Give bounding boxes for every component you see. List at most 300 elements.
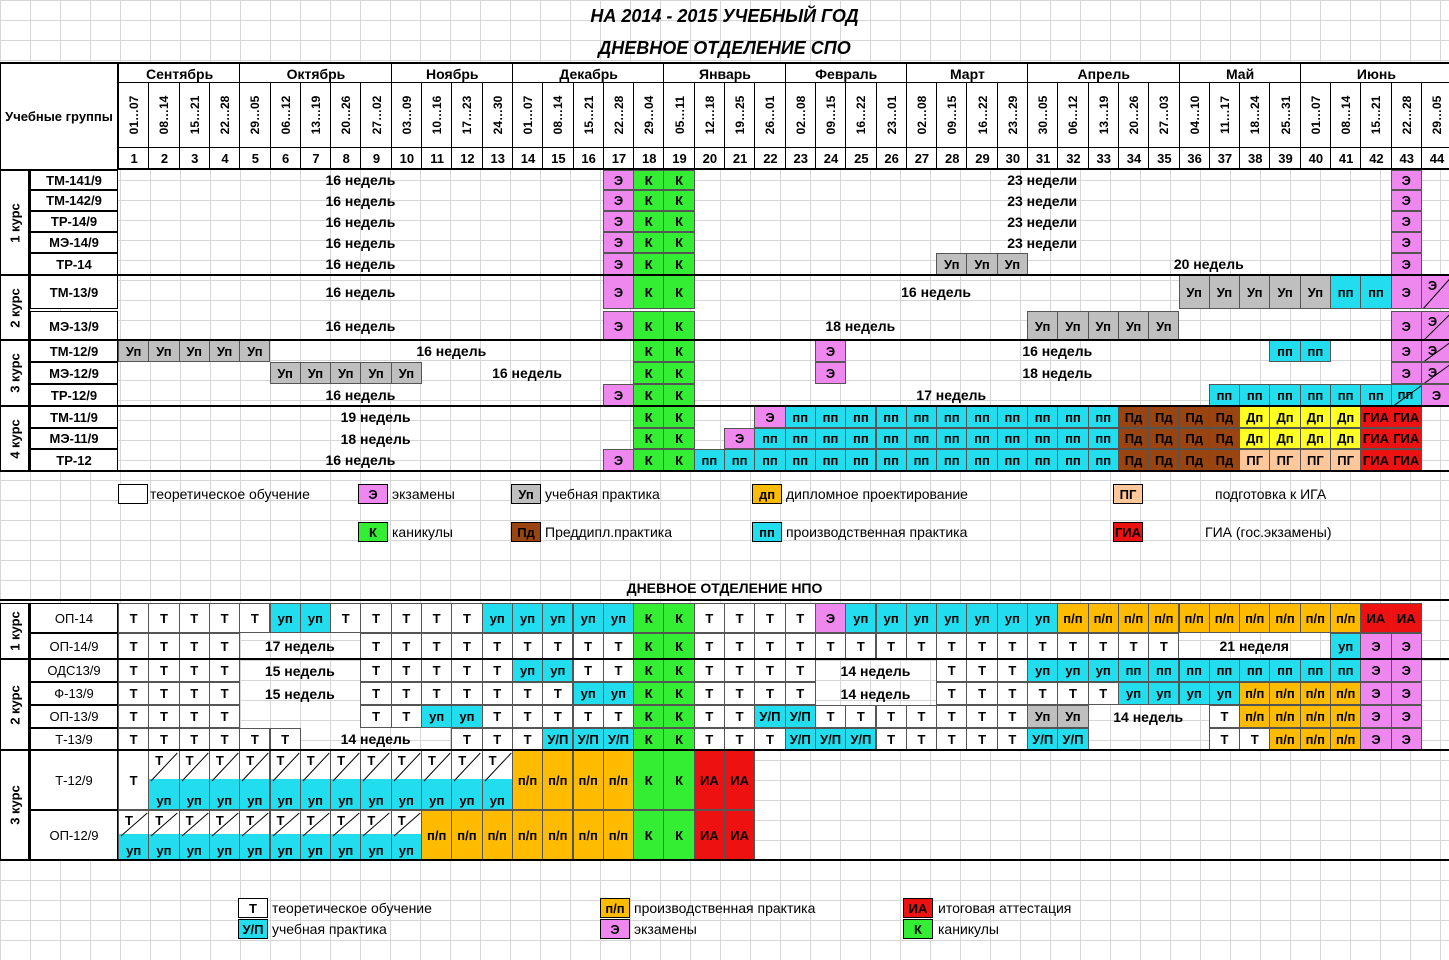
course-label (0, 750, 30, 860)
schedule-cell: Т (1057, 682, 1088, 705)
legend-label: производственная практика (786, 524, 968, 540)
schedule-cell: Т (330, 603, 361, 633)
week-range-label: 25…31 (1278, 95, 1293, 135)
schedule-cell: К (663, 449, 694, 471)
schedule-cell: пп (1209, 659, 1240, 682)
week-range (360, 83, 391, 148)
schedule-cell: пп (966, 406, 997, 428)
schedule-cell: п/п (1300, 603, 1331, 633)
schedule-cell: Э (815, 362, 846, 384)
schedule-cell: уп (603, 682, 634, 705)
week-range (724, 83, 755, 148)
schedule-cell: Т (148, 633, 179, 659)
schedule-cell: п/п (512, 750, 543, 810)
schedule-cell: пп (1179, 659, 1210, 682)
schedule-cell: Т (512, 682, 543, 705)
week-number: 22 (754, 148, 785, 170)
schedule-cell: Э (754, 406, 785, 428)
schedule-cell: уп (542, 603, 573, 633)
weeks-span-label: 23 недели (1007, 213, 1078, 230)
legend-label: Преддипл.практика (545, 524, 673, 540)
week-number: 32 (1057, 148, 1088, 170)
schedule-cell: пп (906, 406, 937, 428)
week-range-label: 06…12 (278, 95, 293, 135)
course-label-text: 1 курс (7, 202, 22, 243)
schedule-cell: п/п (1179, 603, 1210, 633)
section-divider (0, 405, 1449, 407)
week-range (1421, 83, 1449, 148)
schedule-cell: Э (1391, 340, 1422, 362)
schedule-cell: Т (360, 682, 391, 705)
week-range (330, 83, 361, 148)
schedule-cell: Т (118, 705, 149, 728)
week-number: 7 (300, 148, 331, 170)
schedule-cell: К (633, 705, 664, 728)
schedule-cell: Т (724, 728, 755, 750)
week-range (936, 83, 967, 148)
schedule-cell: Т (785, 633, 816, 659)
schedule-cell (360, 810, 391, 860)
cell-lower-code: уп (307, 793, 323, 808)
schedule-cell: К (663, 728, 694, 750)
cell-lower-code: уп (216, 843, 233, 858)
cell-upper-code: Т (367, 753, 376, 768)
schedule-cell: пп (845, 406, 876, 428)
schedule-cell: Уп (118, 340, 149, 362)
schedule-cell: Уп (148, 340, 179, 362)
schedule-cell: Т (118, 633, 149, 659)
weeks-span-label: 16 недель (325, 284, 396, 300)
schedule-cell: пп (936, 449, 967, 471)
week-range-label: 16…22 (854, 95, 869, 135)
schedule-cell: ИА (1391, 603, 1422, 633)
week-range-label: 12…18 (702, 95, 717, 135)
schedule-cell: пп (876, 428, 907, 449)
week-range (270, 83, 301, 148)
schedule-cell (300, 810, 331, 860)
week-range-label: 22…28 (218, 95, 233, 135)
legend-label: производственная практика (634, 900, 816, 916)
schedule-cell (482, 750, 513, 810)
schedule-cell: п/п (482, 810, 513, 860)
legend-swatch: Уп (511, 484, 541, 504)
schedule-cell (1421, 275, 1449, 309)
schedule-cell: Э (1360, 633, 1391, 659)
week-number: 6 (270, 148, 301, 170)
week-number: 10 (391, 148, 422, 170)
schedule-cell (391, 810, 422, 860)
week-range-label: 10…16 (430, 95, 445, 135)
schedule-cell: Пд (1148, 406, 1179, 428)
schedule-cell: ПГ (1300, 449, 1331, 471)
schedule-cell: Т (482, 659, 513, 682)
schedule-cell: К (663, 603, 694, 633)
schedule-cell: уп (1027, 659, 1058, 682)
cell-lower-code: уп (398, 843, 414, 858)
schedule-cell: Т (209, 728, 240, 750)
cell-code: Э (1427, 278, 1438, 293)
legend-label: экзамены (634, 921, 697, 937)
schedule-cell: Т (118, 603, 149, 633)
week-range (966, 83, 997, 148)
schedule-cell (270, 810, 301, 860)
schedule-cell: Т (603, 633, 634, 659)
schedule-cell: пп (1330, 659, 1361, 682)
schedule-cell: Т (209, 682, 240, 705)
legend-swatch: ПГ (1113, 484, 1143, 504)
schedule-cell: Э (1391, 253, 1422, 275)
week-range (815, 83, 846, 148)
week-range-label: 27…03 (1157, 95, 1172, 135)
schedule-cell: ГИА (1391, 406, 1422, 428)
group-name: ТР-14 (30, 253, 118, 275)
schedule-cell: Уп (270, 362, 301, 384)
schedule-cell: п/п (1300, 728, 1331, 750)
schedule-cell: К (633, 750, 664, 810)
schedule-cell (209, 750, 240, 810)
schedule-cell: Т (209, 659, 240, 682)
schedule-cell: Э (1391, 311, 1422, 341)
week-number: 4 (209, 148, 240, 170)
legend-swatch: К (903, 919, 933, 939)
schedule-cell: Т (482, 705, 513, 728)
week-range-label: 15…21 (187, 95, 202, 135)
legend-label: учебная практика (272, 921, 387, 937)
schedule-cell: Т (573, 705, 604, 728)
week-number: 15 (542, 148, 573, 170)
week-range-label: 01…07 (127, 95, 142, 135)
schedule-cell: Т (966, 659, 997, 682)
schedule-cell: К (663, 750, 694, 810)
month-header: Январь (663, 62, 785, 83)
legend-swatch: Э (600, 919, 630, 939)
schedule-cell: пп (1360, 384, 1391, 406)
group-name: ТР-12/9 (30, 384, 118, 406)
week-range (1209, 83, 1240, 148)
course-label (0, 340, 30, 406)
schedule-cell: Т (482, 633, 513, 659)
group-name: ТР-12 (30, 449, 118, 471)
week-range-label: 01…07 (521, 95, 536, 135)
schedule-cell: Пд (1148, 449, 1179, 471)
schedule-cell: Т (360, 633, 391, 659)
schedule-cell: п/п (542, 810, 573, 860)
week-range (603, 83, 634, 148)
cell-upper-code: Т (337, 753, 346, 768)
schedule-cell: Т (694, 659, 725, 682)
schedule-cell: Э (603, 384, 634, 406)
schedule-cell: Т (724, 603, 755, 633)
week-number: 20 (694, 148, 725, 170)
schedule-cell: Т (936, 659, 967, 682)
schedule-cell: пп (815, 406, 846, 428)
week-range-label: 29…05 (1430, 95, 1445, 135)
schedule-cell: Э (603, 211, 634, 232)
schedule-cell: Э (1360, 659, 1391, 682)
schedule-cell: п/п (603, 750, 634, 810)
schedule-cell: Т (148, 603, 179, 633)
schedule-cell: пп (1057, 449, 1088, 471)
schedule-cell: Т (270, 728, 301, 750)
schedule-cell: Т (1239, 728, 1270, 750)
schedule-cell: пп (966, 428, 997, 449)
page-title: НА 2014 - 2015 УЧЕБНЫЙ ГОД (590, 6, 859, 26)
legend-swatch: п/п (600, 898, 630, 918)
schedule-cell: Т (209, 633, 240, 659)
schedule-cell: ИА (1360, 603, 1391, 633)
schedule-cell: Т (179, 728, 210, 750)
schedule-cell: Уп (1239, 275, 1270, 309)
cell-lower-code: уп (156, 843, 172, 858)
week-number: 13 (482, 148, 513, 170)
schedule-cell: Э (1360, 682, 1391, 705)
schedule-cell: пп (1209, 384, 1240, 406)
schedule-cell: К (663, 705, 694, 728)
week-range-label: 08…14 (157, 95, 172, 135)
schedule-cell: ГИА (1391, 449, 1422, 471)
schedule-cell: Т (1209, 728, 1240, 750)
schedule-cell: Т (997, 728, 1028, 750)
schedule-cell: п/п (1148, 603, 1179, 633)
cell-upper-code: Т (488, 753, 497, 768)
week-range-label: 15…21 (1369, 95, 1384, 135)
month-header: Март (906, 62, 1028, 83)
schedule-cell: ИА (694, 750, 725, 810)
week-number: 25 (845, 148, 876, 170)
weeks-span-label: 16 недель (1022, 343, 1093, 359)
schedule-cell: пп (1269, 384, 1300, 406)
cell-lower-code: уп (216, 793, 233, 808)
weeks-span-label: 16 недель (492, 365, 562, 381)
schedule-cell: Т (754, 603, 785, 633)
schedule-cell: Т (724, 705, 755, 728)
week-range (997, 83, 1028, 148)
weeks-span-label: 16 недель (325, 256, 396, 272)
schedule-cell: Т (391, 659, 422, 682)
schedule-cell: пп (1118, 659, 1149, 682)
schedule-cell: Пд (1118, 428, 1149, 449)
schedule-cell: пп (1239, 384, 1270, 406)
schedule-cell: Т (1057, 633, 1088, 659)
schedule-cell: К (663, 362, 694, 384)
week-number: 35 (1148, 148, 1179, 170)
schedule-cell: Т (906, 705, 937, 728)
legend-label: учебная практика (545, 486, 660, 502)
schedule-cell: Т (451, 659, 482, 682)
schedule-cell: пп (906, 449, 937, 471)
weeks-span-label: 18 недель (340, 430, 411, 447)
week-number: 17 (603, 148, 634, 170)
schedule-cell: У/П (845, 728, 876, 750)
schedule-cell (391, 750, 422, 810)
schedule-cell: Э (1391, 190, 1422, 211)
week-number: 37 (1209, 148, 1240, 170)
schedule-cell: уп (451, 705, 482, 728)
schedule-cell: У/П (542, 728, 573, 750)
schedule-cell: Дп (1239, 406, 1270, 428)
legend-swatch: У/П (238, 919, 268, 939)
week-range-label: 30…05 (1036, 95, 1051, 135)
cell-code: пп (1397, 387, 1414, 402)
schedule-cell: Т (1209, 705, 1240, 728)
weeks-span-label: 18 недель (1022, 365, 1093, 381)
month-header: Октябрь (239, 62, 392, 83)
schedule-cell: Т (997, 659, 1028, 682)
course-label-text: 3 курс (7, 353, 22, 393)
schedule-cell: уп (603, 603, 634, 633)
schedule-cell: Пд (1118, 406, 1149, 428)
course-label (0, 406, 30, 471)
section-divider (0, 274, 1449, 276)
group-name: Т-13/9 (30, 728, 118, 750)
schedule-cell: К (663, 232, 694, 253)
schedule-cell: уп (936, 603, 967, 633)
schedule-cell: Э (815, 340, 846, 362)
month-header: Декабрь (512, 62, 665, 83)
week-number: 5 (239, 148, 270, 170)
cell-upper-code: Т (397, 813, 406, 828)
week-range-label: 29…05 (248, 95, 263, 135)
schedule-cell: К (663, 190, 694, 211)
schedule-cell: Т (118, 728, 149, 750)
week-number: 2 (148, 148, 179, 170)
schedule-cell: Дп (1330, 428, 1361, 449)
weeks-span-label: 16 недель (901, 284, 972, 300)
schedule-cell: Уп (1027, 311, 1058, 341)
week-range (1239, 83, 1270, 148)
schedule-cell: уп (1330, 633, 1361, 659)
schedule-cell: У/П (754, 705, 785, 728)
week-range-label: 01…07 (1308, 95, 1323, 135)
cell-upper-code: Т (458, 753, 467, 768)
schedule-cell: Э (1391, 275, 1422, 309)
week-range (391, 83, 422, 148)
schedule-cell: Т (754, 659, 785, 682)
week-range (1118, 83, 1149, 148)
week-range (512, 83, 543, 148)
week-range-label: 08…14 (1339, 95, 1354, 135)
schedule-cell: Уп (936, 253, 967, 275)
course-label-text: 1 курс (7, 611, 22, 651)
schedule-cell: Т (179, 682, 210, 705)
schedule-cell: К (633, 603, 664, 633)
schedule-cell: У/П (603, 728, 634, 750)
cell-code: Э (1427, 314, 1438, 329)
week-range (573, 83, 604, 148)
schedule-cell (300, 750, 331, 810)
schedule-cell: Т (148, 682, 179, 705)
schedule-cell: Пд (1179, 428, 1210, 449)
schedule-cell: Т (512, 705, 543, 728)
schedule-cell: Т (451, 682, 482, 705)
schedule-cell: Т (966, 728, 997, 750)
schedule-cell: Т (603, 659, 634, 682)
schedule-cell (451, 750, 482, 810)
group-name: МЭ-14/9 (30, 232, 118, 253)
schedule-cell: п/п (1330, 728, 1361, 750)
week-range-label: 06…12 (1066, 95, 1081, 135)
schedule-cell: пп (785, 449, 816, 471)
groups-header: Учебные группы (0, 62, 118, 170)
schedule-cell: К (633, 232, 664, 253)
cell-lower-code: уп (307, 843, 323, 858)
schedule-cell: п/п (573, 750, 604, 810)
section-divider (0, 658, 1449, 660)
schedule-cell: Т (179, 659, 210, 682)
group-name: ТМ-11/9 (30, 406, 118, 428)
cell-lower-code: уп (338, 843, 354, 858)
week-range (1179, 83, 1210, 148)
cell-upper-code: Т (246, 753, 255, 768)
schedule-cell: Дп (1300, 428, 1331, 449)
schedule-cell: Т (694, 705, 725, 728)
month-header: Июнь (1300, 62, 1449, 83)
weeks-span-label: 16 недель (416, 343, 487, 359)
legend-swatch (118, 484, 148, 504)
section-divider (0, 599, 1449, 601)
schedule-cell: Э (815, 603, 846, 633)
weeks-span-label: 15 недель (264, 662, 335, 679)
week-range-label: 04…10 (1187, 95, 1202, 135)
week-number: 19 (663, 148, 694, 170)
week-number: 1 (118, 148, 149, 170)
schedule-cell: Т (482, 682, 513, 705)
schedule-cell: Т (360, 705, 391, 728)
schedule-cell: К (633, 384, 664, 406)
week-number: 16 (573, 148, 604, 170)
cell-lower-code: уп (489, 793, 505, 808)
schedule-cell: Т (876, 633, 907, 659)
cell-code: Э (1427, 343, 1438, 358)
schedule-cell: К (663, 633, 694, 659)
group-name: МЭ-12/9 (30, 362, 118, 384)
legend-label: дипломное проектирование (786, 486, 968, 502)
schedule-cell (1391, 384, 1422, 406)
schedule-cell: пп (754, 449, 785, 471)
schedule-cell: К (633, 406, 664, 428)
schedule-cell: К (633, 211, 664, 232)
schedule-cell: Т (997, 682, 1028, 705)
cell-lower-code: уп (277, 793, 293, 808)
schedule-cell: Уп (1118, 311, 1149, 341)
schedule-cell: пп (1027, 449, 1058, 471)
schedule-cell: Т (1148, 633, 1179, 659)
week-range (451, 83, 482, 148)
schedule-cell: К (633, 362, 664, 384)
schedule-cell: п/п (573, 810, 604, 860)
weeks-span-label: 14 недель (340, 731, 411, 747)
schedule-cell: К (633, 659, 664, 682)
schedule-cell: п/п (1300, 682, 1331, 705)
week-range (1088, 83, 1119, 148)
schedule-cell: Уп (1088, 311, 1119, 341)
month-header: Февраль (785, 62, 907, 83)
week-range-label: 13…19 (308, 95, 323, 135)
schedule-cell: К (633, 170, 664, 190)
cell-lower-code: уп (247, 843, 263, 858)
week-range-label: 02…08 (914, 95, 929, 135)
week-number: 27 (906, 148, 937, 170)
cell-lower-code: уп (156, 793, 172, 808)
schedule-cell: Уп (1179, 275, 1210, 309)
schedule-cell: У/П (1057, 728, 1088, 750)
schedule-cell: Дп (1330, 406, 1361, 428)
week-range-label: 02…08 (793, 95, 808, 135)
cell-upper-code: Т (215, 813, 224, 828)
schedule-cell: Т (724, 682, 755, 705)
week-number: 28 (936, 148, 967, 170)
course-label-text: 4 курс (7, 418, 22, 459)
